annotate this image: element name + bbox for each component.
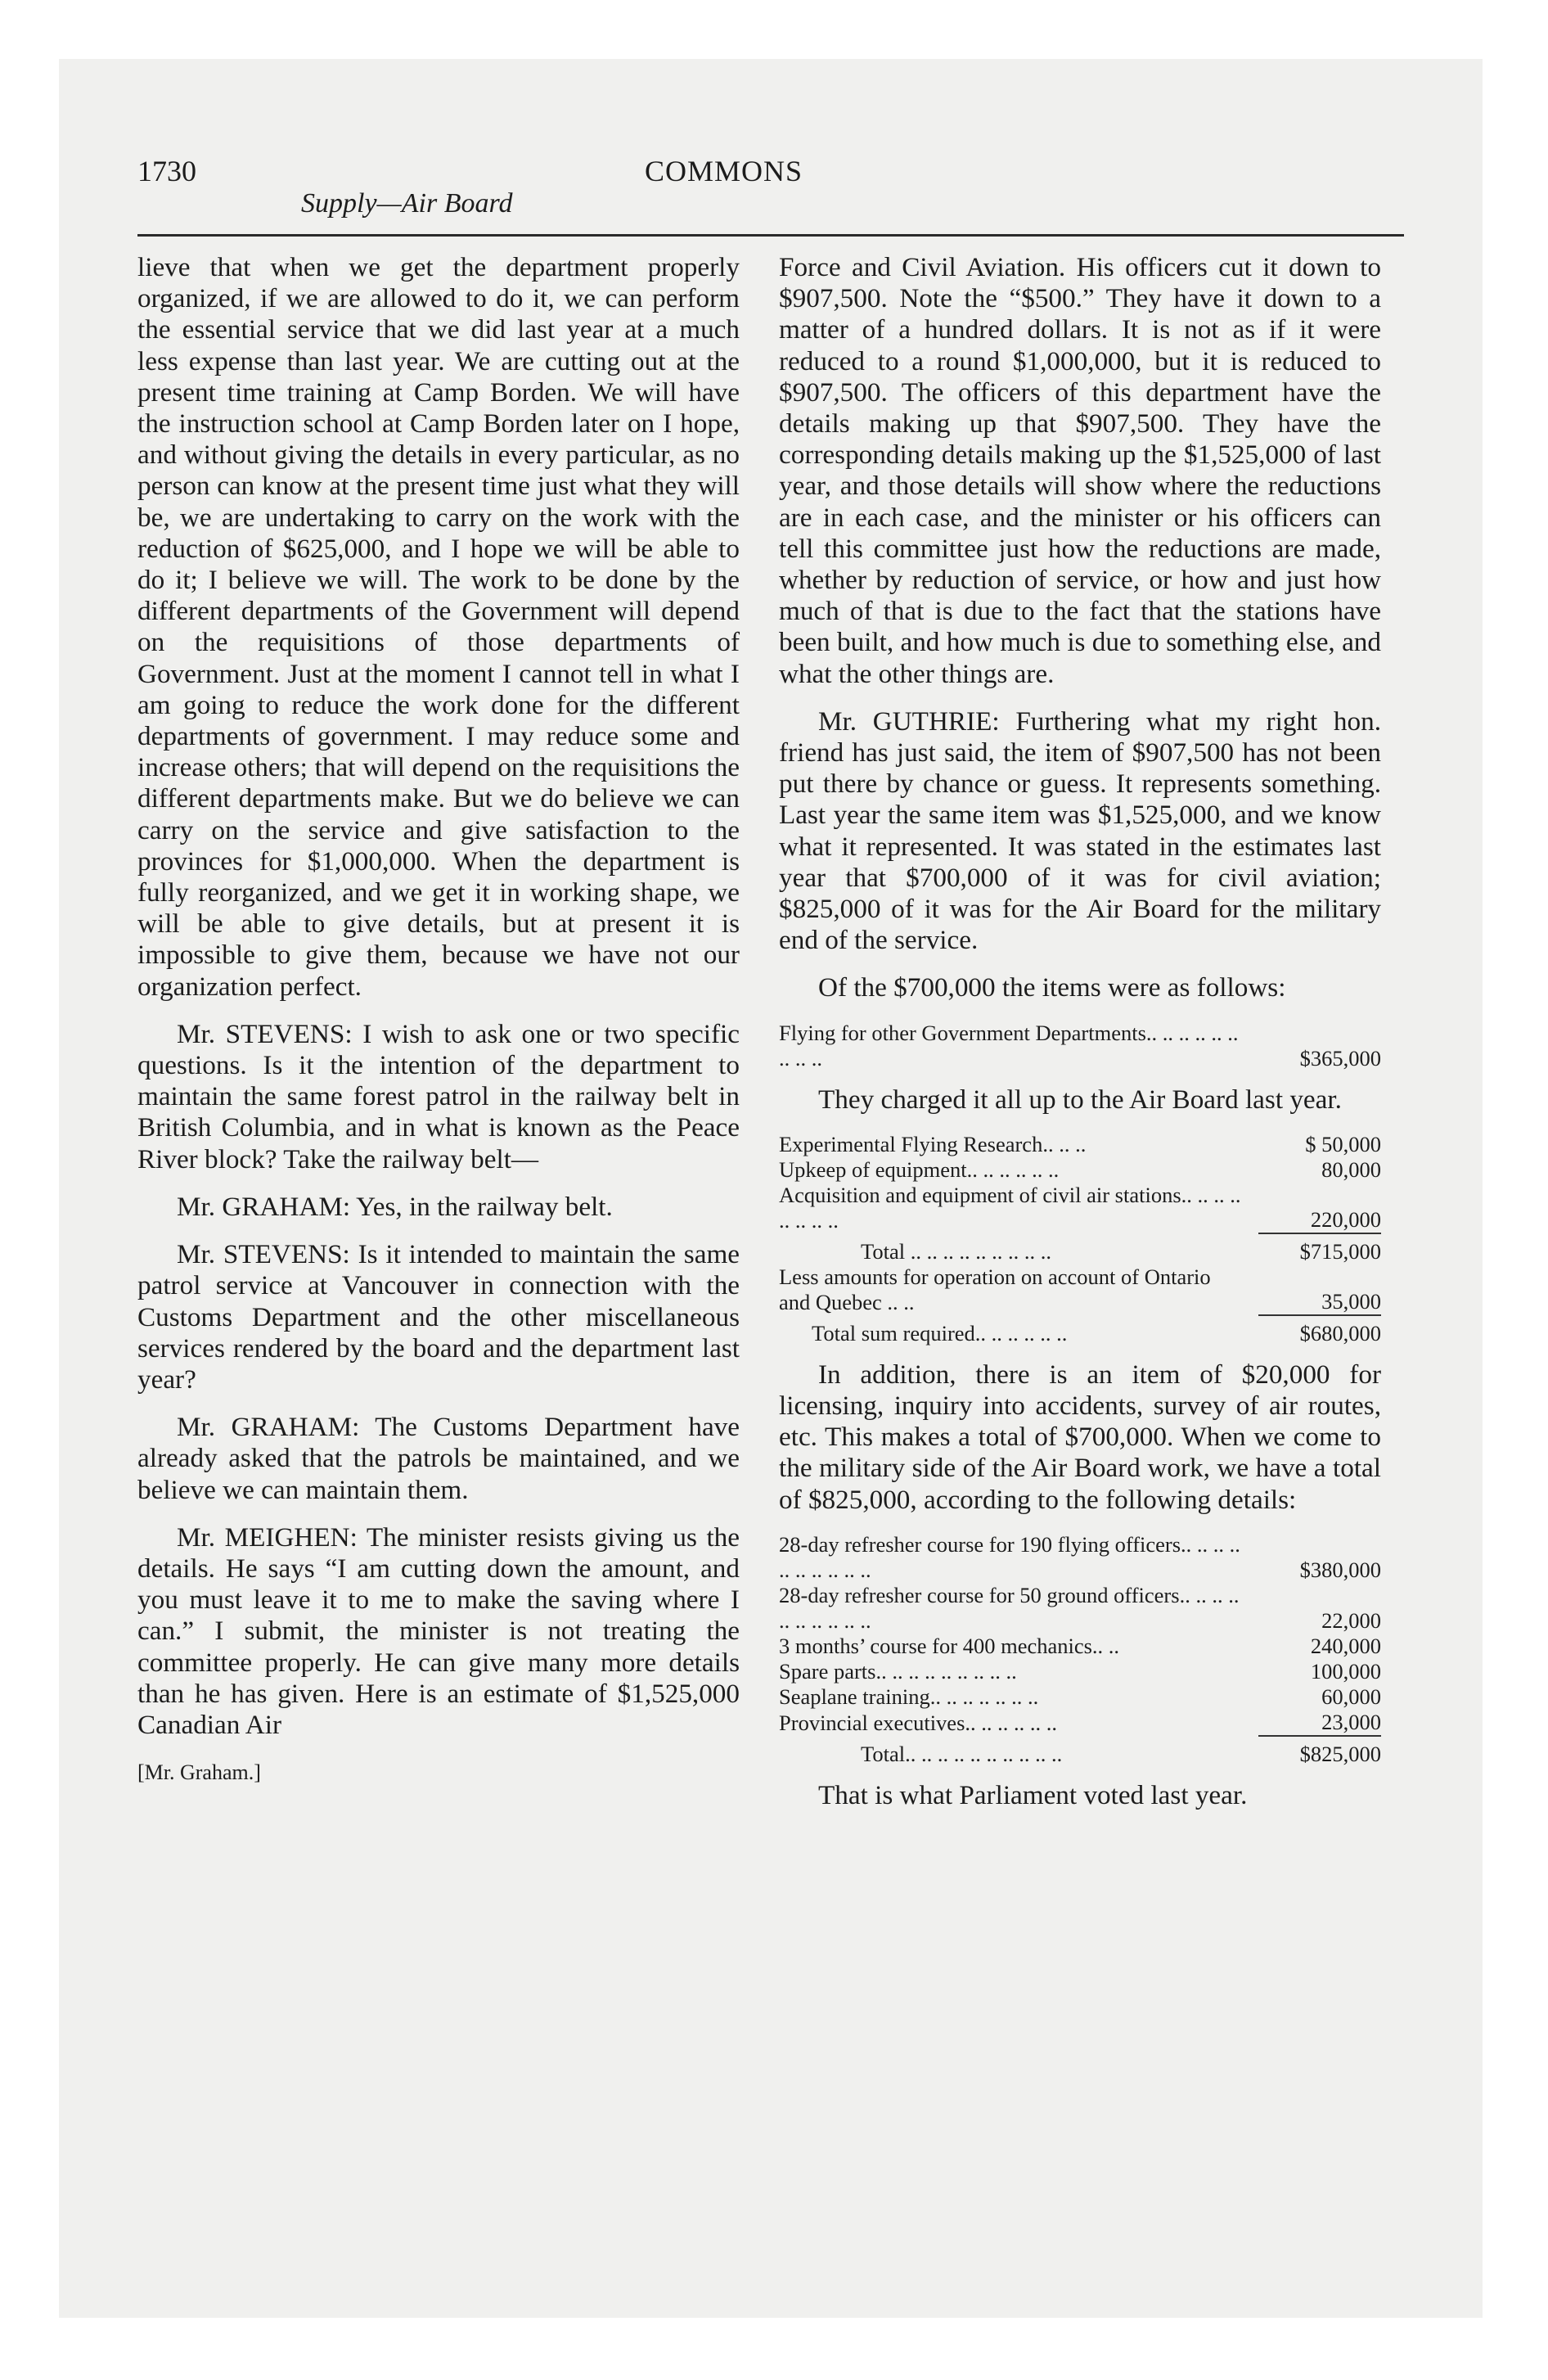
item-amount: 23,000 xyxy=(1321,1709,1381,1734)
page-number: 1730 xyxy=(137,155,196,187)
table-row xyxy=(779,1532,1381,1583)
total-amount: $715,000 xyxy=(1299,1238,1381,1264)
item-label: 28-day refresher course for 50 ground officers.. .. .. .. .. .. .. .. .. .. xyxy=(779,1582,1240,1633)
item-label: Acquisition and equipment of civil air stations.. .. .. .. .. .. .. .. xyxy=(779,1182,1241,1233)
total-rule xyxy=(779,1233,1381,1239)
total-amount: $825,000 xyxy=(1299,1741,1381,1766)
sum-label: Total sum required.. .. .. .. .. .. xyxy=(812,1320,1068,1346)
speaker-attribution: [Mr. Graham.] xyxy=(137,1760,261,1785)
item-label: 3 months’ course for 400 mechanics.. .. xyxy=(779,1633,1120,1658)
item-amount: $380,000 xyxy=(1299,1557,1381,1582)
sum-row xyxy=(779,1321,1381,1346)
running-title: COMMONS xyxy=(645,155,803,187)
left-column xyxy=(137,252,740,1788)
paragraph: Mr. GRAHAM: Yes, in the railway belt. xyxy=(177,1191,613,1222)
table-row xyxy=(779,1183,1381,1233)
total-row xyxy=(779,1239,1381,1264)
item-label: Seaplane training.. .. .. .. .. .. .. xyxy=(779,1684,1039,1709)
table-row xyxy=(779,1021,1381,1071)
total-rule xyxy=(779,1736,1381,1742)
table-row xyxy=(779,1659,1381,1684)
item-amount: 240,000 xyxy=(1310,1633,1381,1658)
paragraph: Mr. STEVENS: Is it intended to maintain the same patrol service at Vancouver in connection with the Customs Department and the other miscellaneous services rendered by the board and the department last year? xyxy=(137,1239,740,1395)
item-amount: 22,000 xyxy=(1321,1607,1381,1633)
military-items-table xyxy=(779,1532,1381,1767)
total-row xyxy=(779,1742,1381,1767)
item-amount: 35,000 xyxy=(1321,1288,1381,1314)
paragraph: Mr. STEVENS: I wish to ask one or two specific questions. Is it the intention of the department to maintain the same forest patrol in the railway belt in British Columbia, and in what is known as the Peace River block? Take the railway belt— xyxy=(137,1018,740,1174)
total-label: Total .. .. .. .. .. .. .. .. .. xyxy=(861,1238,1051,1264)
total-label: Total.. .. .. .. .. .. .. .. .. .. xyxy=(861,1741,1063,1766)
item-amount: 220,000 xyxy=(1310,1206,1381,1232)
air-board-items-table xyxy=(779,1132,1381,1346)
table-row xyxy=(779,1583,1381,1634)
civil-items-table xyxy=(779,1021,1381,1071)
item-label: Upkeep of equipment.. .. .. .. .. .. xyxy=(779,1156,1060,1182)
page-header xyxy=(137,154,1406,236)
paragraph: In addition, there is an item of $20,000 for licensing, inquiry into accidents, survey of air routes, etc. This makes a total of $700,000. When we come to the military side of the Air Board work, we have a total of $825,000, according to the following details: xyxy=(779,1359,1381,1515)
paragraph: Mr. MEIGHEN: The minister resists giving us the details. He says “I am cutting down the amount, and you must leave it to me to make the saving where I can.” I submit, the minister is not treating the committee properly. He can give many more details than he has given. Here is an estimate of $1,525,000 Canadian Air xyxy=(137,1521,740,1740)
total-rule xyxy=(779,1315,1381,1321)
item-label: Experimental Flying Research.. .. .. xyxy=(779,1131,1087,1156)
item-label: Less amounts for operation on account of Ontario and Quebec .. .. xyxy=(779,1264,1211,1314)
item-label: Flying for other Government Departments.. .. .. .. .. .. .. .. .. xyxy=(779,1020,1239,1071)
page-subtitle: Supply—Air Board xyxy=(301,188,513,219)
table-row xyxy=(779,1157,1381,1183)
item-amount: 80,000 xyxy=(1321,1156,1381,1182)
item-amount: $ 50,000 xyxy=(1305,1131,1381,1156)
paragraph: That is what Parliament voted last year. xyxy=(818,1779,1248,1810)
header-rule xyxy=(137,234,1404,237)
item-amount: $365,000 xyxy=(1299,1045,1381,1071)
table-row xyxy=(779,1684,1381,1710)
paragraph: They charged it all up to the Air Board last year. xyxy=(818,1084,1342,1115)
item-label: Spare parts.. .. .. .. .. .. .. .. .. xyxy=(779,1658,1017,1684)
right-column xyxy=(779,252,1381,1828)
paragraph: Force and Civil Aviation. His officers cut it down to $907,500. Note the “$500.” They have it down to a matter of a hundred dollars. It is not as if it were reduced to a round $1,000,000, but it is reduced to $907,500. The officers of this department have the details making up that $907,500. They have the corresponding details making up the $1,525,000 of last year, and those details will show where the reductions are in each case, and the minister or his officers can tell this committee just how the reductions are made, whether by reduction of service, or how and just how much of that is due to the fact that the stations have been built, and how much is due to something else, and what the other things are. xyxy=(779,252,1381,689)
item-amount: 60,000 xyxy=(1321,1684,1381,1709)
paragraph: Of the $700,000 the items were as follows: xyxy=(818,972,1286,1003)
paragraph: lieve that when we get the department properly organized, if we are allowed to do it, we can perform the essential service that we did last year at a much less expense than last year. We are cutting out at the present time training at Camp Borden. We will have the instruction school at Camp Borden later on I hope, and without giving the details in every particular, as no person can know at the present time just what they will be, we are undertaking to carry on the work with the reduction of $625,000, and I hope we will be able to do it; I believe we will. The work to be done by the different departments of the Government will depend on the requisitions of those departments of Government. Just at the moment I cannot tell in what I am going to reduce the work done for the different departments of government. I may reduce some and increase others; that will depend on the requisitions the different departments make. But we do believe we can carry on the service and give satisfaction to the provinces for $1,000,000. When the department is fully reorganized, and we get it in working shape, we will be able to give details, but at present it is impossible to give them, because we have not our organization perfect. xyxy=(137,252,740,1002)
paragraph: Mr. GUTHRIE: Furthering what my right hon. friend has just said, the item of $907,500 has not been put there by chance or guess. It represents something. Last year the same item was $1,525,000, and we know what it represented. It was stated in the estimates last year that $700,000 of it was for civil aviation; $825,000 of it was for the Air Board for the military end of the service. xyxy=(779,705,1381,956)
table-row xyxy=(779,1132,1381,1157)
item-label: Provincial executives.. .. .. .. .. .. xyxy=(779,1710,1058,1735)
item-label: 28-day refresher course for 190 flying officers.. .. .. .. .. .. .. .. .. .. xyxy=(779,1531,1240,1582)
table-row xyxy=(779,1264,1381,1315)
sum-amount: $680,000 xyxy=(1299,1320,1381,1346)
item-amount: 100,000 xyxy=(1310,1658,1381,1684)
table-row xyxy=(779,1710,1381,1736)
paragraph: Mr. GRAHAM: The Customs Department have already asked that the patrols be maintained, and we believe we can maintain them. xyxy=(137,1412,740,1505)
table-row xyxy=(779,1634,1381,1659)
